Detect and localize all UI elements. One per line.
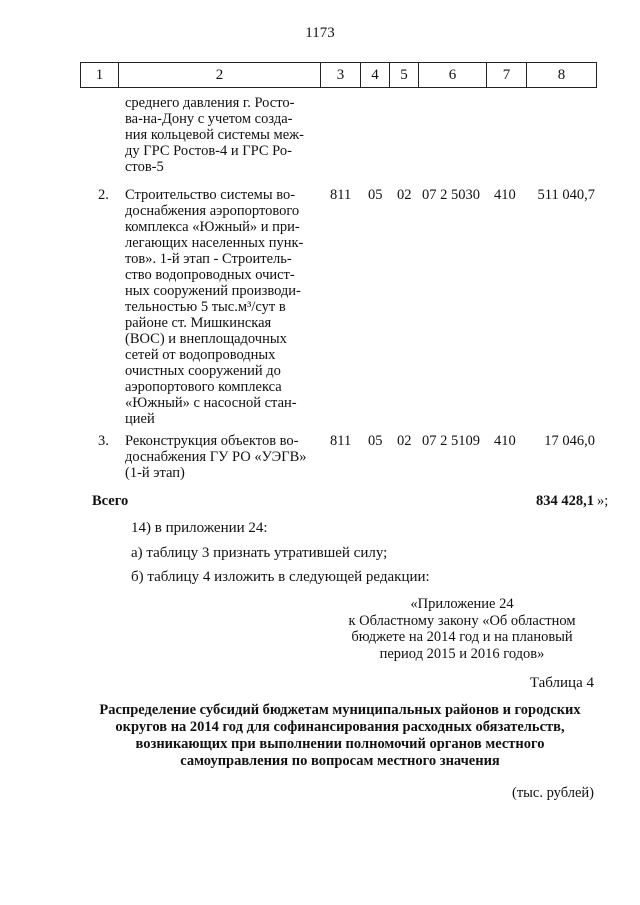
description-line: (1-й этап) [125,465,185,481]
header-col-7: 7 [487,62,527,88]
description-line: доснабжения ГУ РО «УЭГВ» [125,449,307,465]
paragraph-a: а) таблицу 3 признать утратившей силу; [131,545,388,561]
header-col-2: 2 [119,62,321,88]
appendix-line: бюджете на 2014 год и на плановый [351,629,573,645]
description-line: районе ст. Мишкинская [125,315,272,331]
description-line: комплекса «Южный» и при- [125,219,300,235]
description-line: Реконструкция объектов во- [125,433,299,449]
table-label: Таблица 4 [529,675,594,691]
description-line: ния кольцевой системы меж- [125,127,305,143]
description-line: среднего давления г. Росто- [125,95,295,111]
row-subsection-code: 02 [397,433,412,449]
appendix-line: период 2015 и 2016 годов» [379,645,545,662]
description-line: легающих населенных пунк- [125,235,304,251]
heading-line: возникающих при выполнении полномочий органов местного [135,736,545,752]
row-number: 2. [98,187,109,203]
description-line: цией [125,411,155,427]
description-line: тов». 1-й этап - Строитель- [125,251,292,267]
total-value: 834 428,1 [536,493,594,509]
paragraph-14: 14) в приложении 24: [131,520,268,536]
description-line: (ВОС) и внеплощадочных [125,331,287,347]
header-col-6: 6 [419,62,487,88]
description-line: стов-5 [125,159,164,175]
row-ministry-code: 811 [330,187,352,203]
appendix-line: к Областному закону «Об областном [348,612,576,629]
page-number: 1173 [305,25,335,41]
total-label: Всего [92,493,129,509]
row-description [125,187,317,427]
heading-line: самоуправления по вопросам местного значения [180,753,500,769]
row-section-code: 05 [368,433,383,449]
header-col-1: 1 [80,62,119,88]
appendix-line: «Приложение 24 [410,596,514,612]
heading-line: округов на 2014 год для софинансирования расходных обязательств, [115,719,565,735]
description-line: очистных сооружений до [125,363,281,379]
description-line: доснабжения аэропортового [125,203,300,219]
row-amount: 511 040,7 [537,187,595,203]
description-line: «Южный» с насосной стан- [125,395,297,411]
row-amount: 17 046,0 [544,433,595,449]
heading-line: Распределение субсидий бюджетам муниципальных районов и городских [99,702,581,718]
row-description [125,433,317,481]
appendix-caption [330,596,594,662]
units-note: (тыс. рублей) [512,785,594,801]
header-col-3: 3 [321,62,361,88]
row-ministry-code: 811 [330,433,352,449]
header-col-8: 8 [527,62,597,88]
row-expense-code: 410 [494,187,516,203]
description-line: ных сооружений производи- [125,283,301,299]
row-target-code: 07 2 5030 [422,187,480,203]
description-line: тельностью 5 тыс.м³/сут в [125,299,286,315]
continued-row-description [125,95,317,175]
paragraph-b: б) таблицу 4 изложить в следующей редакции: [131,569,430,585]
table-heading [70,702,610,770]
header-col-4: 4 [361,62,390,88]
row-subsection-code: 02 [397,187,412,203]
description-line: ва-на-Дону с учетом созда- [125,111,293,127]
row-number: 3. [98,433,109,449]
description-line: Строительство системы во- [125,187,296,203]
row-target-code: 07 2 5109 [422,433,480,449]
description-line: ство водопроводных очист- [125,267,295,283]
header-col-5: 5 [390,62,419,88]
row-expense-code: 410 [494,433,516,449]
description-line: сетей от водопроводных [125,347,276,363]
description-line: аэропортового комплекса [125,379,282,395]
description-line: ду ГРС Ростов-4 и ГРС Ро- [125,143,292,159]
row-section-code: 05 [368,187,383,203]
total-suffix: »; [597,493,609,509]
